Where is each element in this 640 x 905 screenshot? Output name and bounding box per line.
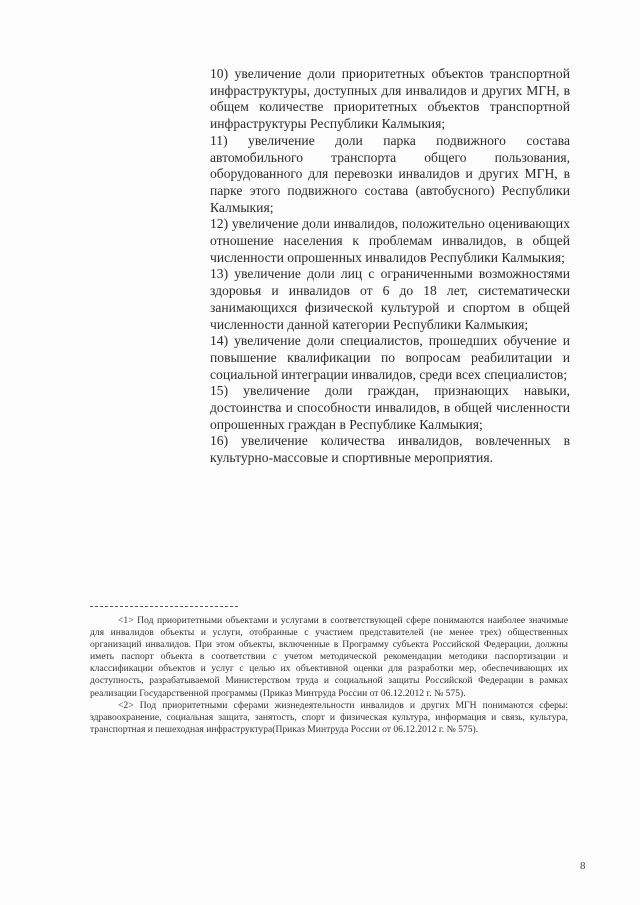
- list-item-15: 15) увеличение доли граждан, признающих навыки, достоинства и способности инвалидов, в общей численности опрошенных граждан в Республике Калмыкия;: [210, 383, 570, 432]
- page-number: 8: [580, 860, 586, 872]
- footnote-2: <2> Под приоритетными сферами жизнедеятельности инвалидов и других МГН понимаются сферы: здравоохранение, социальная защита, занятость, спорт и физическая культура, информация и связь, культура, транспортная и пешеходная инфраструктура(Приказ Минтруда России от 06.12.2012 г. № 575).: [90, 699, 568, 735]
- list-item-14: 14) увеличение доли специалистов, прошедших обучение и повышение квалификации по вопросам реабилитации и социальной интеграции инвалидов, среди всех специалистов;: [210, 333, 570, 382]
- list-item-12: 12) увеличение доли инвалидов, положительно оценивающих отношение населения к проблемам инвалидов, в общей численности опрошенных инвалидов Республики Калмыкия;: [210, 216, 570, 265]
- list-item-13: 13) увеличение доли лиц с ограниченными возможностями здоровья и инвалидов от 6 до 18 лет, систематически занимающихся физической культурой и спортом в общей численности данной категории Республики Калмыкия;: [210, 266, 570, 332]
- footnote-separator: [90, 606, 238, 607]
- footnote-1: <1> Под приоритетными объектами и услугами в соответствующей сфере понимаются наиболее значимые для инвалидов объекты и услуги, отобранные с участием представителей (не менее трех) общественных организаций инвалидов. При этом объекты, включенные в Программу субъекта Российской Федерации, должны иметь паспорт объекта в соответствии с учетом методической рекомендации методики паспортизации и классификации объектов и услуг с целью их объективной оценки для разработки мер, обеспечивающих их доступность, разрабатываемой Министерством труда и социальной защиты Российской Федерации в рамках реализации Государственной программы (Приказ Минтруда России от 06.12.2012 г. № 575).: [90, 615, 568, 699]
- list-item-10: 10) увеличение доли приоритетных объектов транспортной инфраструктуры, доступных для инвалидов и других МГН, в общем количестве приоритетных объектов транспортной инфраструктуры Республики Калмыкия;: [210, 66, 570, 132]
- list-item-11: 11) увеличение доли парка подвижного состава автомобильного транспорта общего пользования, оборудованного для перевозки инвалидов и других МГН, в парке этого подвижного состава (автобусного) Республики Калмыкия;: [210, 132, 570, 215]
- target-indicators-list: [210, 66, 570, 467]
- list-item-16: 16) увеличение количества инвалидов, вовлеченных в культурно-массовые и спортивные мероприятия.: [210, 433, 570, 466]
- footnotes: [90, 615, 568, 736]
